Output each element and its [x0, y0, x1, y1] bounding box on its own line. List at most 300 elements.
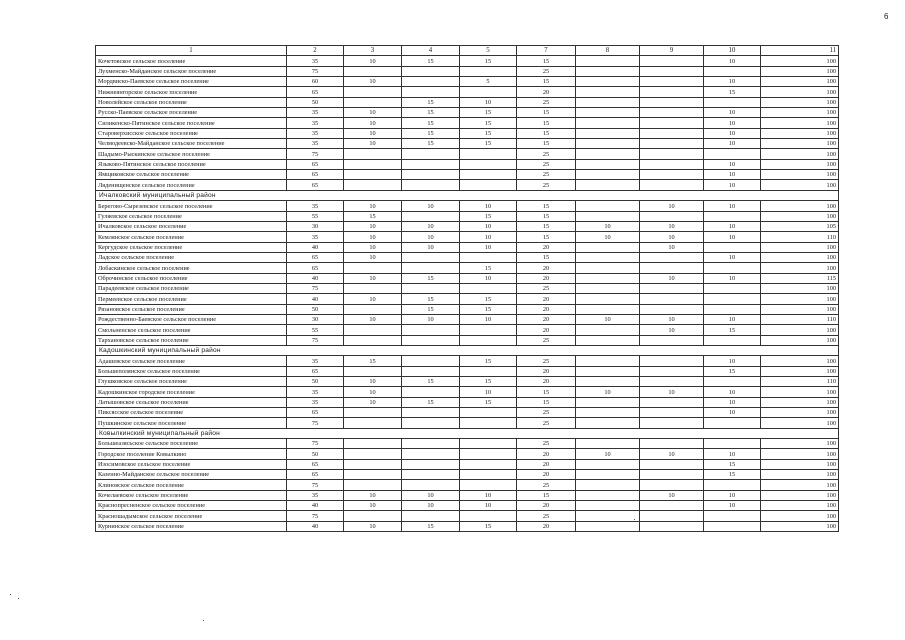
value-cell: 20 [517, 470, 576, 480]
value-cell: 100 [761, 263, 839, 273]
value-cell: 20 [517, 521, 576, 531]
value-cell [640, 87, 704, 97]
value-cell [640, 459, 704, 469]
value-cell: 100 [761, 335, 839, 345]
table-row [96, 221, 839, 231]
value-cell: 50 [287, 449, 344, 459]
value-cell: 100 [761, 139, 839, 149]
value-cell: 55 [287, 211, 344, 221]
value-cell: 10 [704, 273, 761, 283]
value-cell: 10 [704, 108, 761, 118]
value-cell: 100 [761, 490, 839, 500]
value-cell: 100 [761, 56, 839, 66]
value-cell: 10 [640, 325, 704, 335]
value-cell [640, 283, 704, 293]
table-row [96, 211, 839, 221]
value-cell: 100 [761, 252, 839, 262]
value-cell: 10 [704, 387, 761, 397]
value-cell: 35 [287, 108, 344, 118]
value-cell: 100 [761, 283, 839, 293]
value-cell [704, 304, 761, 314]
value-cell: 20 [517, 366, 576, 376]
value-cell [704, 66, 761, 76]
value-cell [402, 449, 460, 459]
value-cell [344, 470, 402, 480]
settlement-name: Рождественно-Баевское сельское поселение [96, 314, 287, 324]
value-cell: 15 [460, 211, 517, 221]
value-cell: 10 [344, 221, 402, 231]
value-cell: 10 [344, 118, 402, 128]
settlement-name: Латышовское сельское поселение [96, 397, 287, 407]
value-cell: 35 [287, 490, 344, 500]
value-cell: 100 [761, 501, 839, 511]
settlement-name: Адашевское сельское поселение [96, 356, 287, 366]
value-cell: 25 [517, 66, 576, 76]
value-cell [704, 418, 761, 428]
settlement-name: Лобаскинское сельское поселение [96, 263, 287, 273]
value-cell [460, 418, 517, 428]
value-cell [640, 501, 704, 511]
value-cell [704, 439, 761, 449]
value-cell [640, 56, 704, 66]
value-cell [576, 66, 640, 76]
value-cell [402, 149, 460, 159]
value-cell [704, 377, 761, 387]
value-cell [402, 252, 460, 262]
value-cell: 5 [460, 77, 517, 87]
value-cell: 100 [761, 149, 839, 159]
value-cell: 10 [640, 201, 704, 211]
value-cell: 10 [460, 232, 517, 242]
settlement-name: Языково-Пятинское сельское поселение [96, 159, 287, 169]
value-cell: 10 [704, 118, 761, 128]
value-cell: 15 [704, 470, 761, 480]
settlement-name: Большеполянское сельское поселение [96, 366, 287, 376]
value-cell: 10 [460, 273, 517, 283]
header-cell: 3 [344, 46, 402, 56]
value-cell: 10 [460, 501, 517, 511]
value-cell: 35 [287, 128, 344, 138]
value-cell [402, 366, 460, 376]
table-row [96, 66, 839, 76]
page-number: 6 [884, 12, 889, 21]
value-cell [640, 408, 704, 418]
value-cell: 15 [460, 118, 517, 128]
value-cell: 20 [517, 449, 576, 459]
value-cell: 35 [287, 56, 344, 66]
value-cell [640, 108, 704, 118]
value-cell [576, 263, 640, 273]
value-cell: 100 [761, 180, 839, 190]
value-cell: 40 [287, 294, 344, 304]
value-cell: 10 [402, 490, 460, 500]
value-cell: 40 [287, 521, 344, 531]
value-cell: 20 [517, 273, 576, 283]
value-cell: 10 [576, 387, 640, 397]
settlement-name: Парадеевское сельское поселение [96, 283, 287, 293]
settlement-name: Пиксясское сельское поселение [96, 408, 287, 418]
value-cell [402, 211, 460, 221]
value-cell [640, 480, 704, 490]
value-cell [460, 408, 517, 418]
value-cell [402, 180, 460, 190]
value-cell [402, 387, 460, 397]
value-cell: 100 [761, 159, 839, 169]
value-cell [460, 252, 517, 262]
value-cell [576, 108, 640, 118]
value-cell: 15 [402, 397, 460, 407]
table-row [96, 439, 839, 449]
scan-speck [203, 620, 204, 621]
value-cell: 10 [704, 170, 761, 180]
value-cell [576, 418, 640, 428]
value-cell [704, 511, 761, 521]
value-cell: 100 [761, 366, 839, 376]
value-cell: 100 [761, 511, 839, 521]
value-cell: 25 [517, 335, 576, 345]
value-cell: 15 [517, 128, 576, 138]
table-row [96, 459, 839, 469]
settlement-name: Большеазясьское сельское поселение [96, 439, 287, 449]
value-cell [640, 294, 704, 304]
value-cell: 100 [761, 325, 839, 335]
value-cell: 15 [402, 139, 460, 149]
value-cell: 15 [460, 377, 517, 387]
value-cell: 20 [517, 501, 576, 511]
value-cell: 35 [287, 118, 344, 128]
value-cell [704, 97, 761, 107]
value-cell: 40 [287, 242, 344, 252]
value-cell [402, 77, 460, 87]
value-cell: 65 [287, 170, 344, 180]
value-cell [344, 366, 402, 376]
value-cell: 15 [517, 211, 576, 221]
value-cell: 10 [402, 501, 460, 511]
header-cell: 11 [761, 46, 839, 56]
value-cell: 15 [460, 304, 517, 314]
value-cell [460, 170, 517, 180]
table-row [96, 242, 839, 252]
table-row [96, 263, 839, 273]
value-cell: 15 [517, 387, 576, 397]
value-cell: 10 [576, 221, 640, 231]
value-cell: 10 [704, 490, 761, 500]
value-cell [460, 66, 517, 76]
value-cell: 10 [402, 201, 460, 211]
value-cell [640, 366, 704, 376]
value-cell [344, 283, 402, 293]
value-cell [344, 439, 402, 449]
value-cell: 10 [344, 273, 402, 283]
table-row [96, 521, 839, 531]
value-cell: 10 [640, 242, 704, 252]
value-cell [704, 335, 761, 345]
value-cell [640, 356, 704, 366]
value-cell: 10 [460, 314, 517, 324]
settlement-name: Городское поселение Ковылкино [96, 449, 287, 459]
table-row [96, 87, 839, 97]
value-cell: 100 [761, 118, 839, 128]
value-cell [640, 439, 704, 449]
value-cell: 100 [761, 521, 839, 531]
value-cell: 50 [287, 304, 344, 314]
district-section-row [96, 428, 839, 438]
table-row [96, 304, 839, 314]
value-cell: 10 [344, 77, 402, 87]
value-cell [576, 77, 640, 87]
value-cell: 35 [287, 387, 344, 397]
settlement-name: Берегово-Сырезевское сельское поселение [96, 201, 287, 211]
value-cell: 25 [517, 170, 576, 180]
value-cell: 65 [287, 470, 344, 480]
header-cell: 10 [704, 46, 761, 56]
settlement-name: Ляденищенское сельское поселение [96, 180, 287, 190]
value-cell: 25 [517, 283, 576, 293]
value-cell: 10 [460, 221, 517, 231]
value-cell: 100 [761, 97, 839, 107]
value-cell: 75 [287, 335, 344, 345]
value-cell: 100 [761, 449, 839, 459]
value-cell: 115 [761, 273, 839, 283]
value-cell [576, 480, 640, 490]
value-cell: 35 [287, 139, 344, 149]
value-cell: 15 [460, 56, 517, 66]
value-cell: 10 [460, 201, 517, 211]
value-cell [640, 118, 704, 128]
value-cell [640, 128, 704, 138]
value-cell: 10 [460, 387, 517, 397]
value-cell [576, 304, 640, 314]
value-cell [402, 511, 460, 521]
value-cell: 100 [761, 66, 839, 76]
table-row [96, 149, 839, 159]
value-cell: 10 [704, 77, 761, 87]
value-cell: 15 [704, 459, 761, 469]
value-cell: 25 [517, 480, 576, 490]
value-cell [576, 283, 640, 293]
table-body [96, 46, 839, 532]
value-cell: 15 [517, 490, 576, 500]
value-cell: 15 [402, 294, 460, 304]
settlement-name: Новолейское сельское поселение [96, 97, 287, 107]
value-cell [640, 139, 704, 149]
table-row [96, 139, 839, 149]
value-cell [640, 470, 704, 480]
value-cell: 100 [761, 418, 839, 428]
value-cell: 100 [761, 201, 839, 211]
value-cell [402, 439, 460, 449]
settlement-name: Красношадымское сельское поселение [96, 511, 287, 521]
value-cell: 15 [402, 56, 460, 66]
value-cell: 10 [344, 232, 402, 242]
value-cell [344, 87, 402, 97]
value-cell: 15 [460, 128, 517, 138]
value-cell [576, 408, 640, 418]
value-cell [402, 459, 460, 469]
table-row [96, 480, 839, 490]
value-cell [460, 366, 517, 376]
value-cell [576, 511, 640, 521]
header-cell: 2 [287, 46, 344, 56]
value-cell: 100 [761, 387, 839, 397]
value-cell: 25 [517, 408, 576, 418]
header-cell: 8 [576, 46, 640, 56]
value-cell [576, 397, 640, 407]
value-cell: 30 [287, 221, 344, 231]
value-cell [640, 397, 704, 407]
value-cell: 10 [704, 201, 761, 211]
value-cell [344, 149, 402, 159]
value-cell [576, 459, 640, 469]
value-cell [640, 335, 704, 345]
value-cell: 110 [761, 314, 839, 324]
value-cell: 65 [287, 459, 344, 469]
table-row [96, 56, 839, 66]
value-cell [402, 418, 460, 428]
value-cell: 100 [761, 439, 839, 449]
value-cell [402, 356, 460, 366]
value-cell: 20 [517, 377, 576, 387]
value-cell: 35 [287, 397, 344, 407]
value-cell: 15 [517, 397, 576, 407]
value-cell: 10 [576, 314, 640, 324]
value-cell [402, 325, 460, 335]
value-cell: 100 [761, 77, 839, 87]
value-cell [460, 87, 517, 97]
value-cell: 65 [287, 408, 344, 418]
value-cell: 10 [704, 139, 761, 149]
value-cell: 65 [287, 87, 344, 97]
value-cell: 10 [344, 314, 402, 324]
value-cell [576, 366, 640, 376]
value-cell: 100 [761, 128, 839, 138]
settlement-name: Кадошкинское городское поселение [96, 387, 287, 397]
value-cell: 55 [287, 325, 344, 335]
value-cell: 50 [287, 377, 344, 387]
settlement-name: Рязановское сельское поселение [96, 304, 287, 314]
value-cell: 15 [402, 97, 460, 107]
scan-speck [10, 594, 11, 595]
value-cell: 10 [402, 232, 460, 242]
value-cell: 10 [460, 242, 517, 252]
table-row [96, 397, 839, 407]
value-cell [460, 335, 517, 345]
value-cell [344, 418, 402, 428]
value-cell: 15 [517, 201, 576, 211]
value-cell: 10 [640, 387, 704, 397]
value-cell: 75 [287, 66, 344, 76]
value-cell: 15 [402, 128, 460, 138]
value-cell: 25 [517, 418, 576, 428]
table-row [96, 232, 839, 242]
value-cell: 100 [761, 170, 839, 180]
value-cell: 100 [761, 87, 839, 97]
value-cell: 100 [761, 397, 839, 407]
value-cell: 10 [576, 449, 640, 459]
value-cell: 10 [344, 377, 402, 387]
value-cell [402, 335, 460, 345]
scan-speck [634, 519, 635, 520]
district-section-row [96, 345, 839, 355]
table-row [96, 470, 839, 480]
value-cell [576, 325, 640, 335]
value-cell [704, 242, 761, 252]
value-cell [344, 325, 402, 335]
value-cell: 15 [402, 273, 460, 283]
value-cell [344, 449, 402, 459]
value-cell: 10 [344, 201, 402, 211]
value-cell: 15 [402, 118, 460, 128]
district-section-row [96, 190, 839, 200]
value-cell: 100 [761, 294, 839, 304]
value-cell [460, 459, 517, 469]
value-cell [576, 273, 640, 283]
header-cell: 1 [96, 46, 287, 56]
value-cell: 75 [287, 511, 344, 521]
value-cell: 65 [287, 366, 344, 376]
settlement-name: Ладское сельское поселение [96, 252, 287, 262]
header-cell: 4 [402, 46, 460, 56]
settlement-name: Гуляевское сельское поселение [96, 211, 287, 221]
value-cell [640, 211, 704, 221]
value-cell: 100 [761, 108, 839, 118]
value-cell [576, 501, 640, 511]
settlement-name: Клиновское сельское поселение [96, 480, 287, 490]
table-row [96, 108, 839, 118]
value-cell: 50 [287, 97, 344, 107]
value-cell: 15 [517, 77, 576, 87]
value-cell [640, 521, 704, 531]
value-cell: 60 [287, 77, 344, 87]
value-cell [576, 87, 640, 97]
value-cell: 100 [761, 408, 839, 418]
value-cell [576, 377, 640, 387]
value-cell: 10 [704, 252, 761, 262]
value-cell: 75 [287, 149, 344, 159]
value-cell: 75 [287, 439, 344, 449]
value-cell: 10 [704, 56, 761, 66]
value-cell: 15 [517, 232, 576, 242]
value-cell: 15 [460, 397, 517, 407]
value-cell [344, 335, 402, 345]
value-cell: 20 [517, 304, 576, 314]
table-row [96, 449, 839, 459]
value-cell [402, 263, 460, 273]
table-row [96, 283, 839, 293]
value-cell [576, 128, 640, 138]
value-cell: 20 [517, 314, 576, 324]
value-cell [576, 170, 640, 180]
value-cell [576, 118, 640, 128]
table-row [96, 314, 839, 324]
value-cell: 10 [640, 232, 704, 242]
value-cell: 10 [402, 314, 460, 324]
value-cell [460, 439, 517, 449]
value-cell: 105 [761, 221, 839, 231]
value-cell [640, 377, 704, 387]
value-cell: 10 [344, 294, 402, 304]
district-title: Ковылкинский муниципальный район [96, 428, 839, 438]
value-cell: 110 [761, 377, 839, 387]
value-cell: 15 [460, 139, 517, 149]
value-cell: 10 [640, 314, 704, 324]
value-cell [576, 211, 640, 221]
value-cell: 10 [460, 97, 517, 107]
value-cell: 65 [287, 252, 344, 262]
value-cell: 15 [517, 221, 576, 231]
value-cell: 15 [704, 87, 761, 97]
value-cell [460, 480, 517, 490]
